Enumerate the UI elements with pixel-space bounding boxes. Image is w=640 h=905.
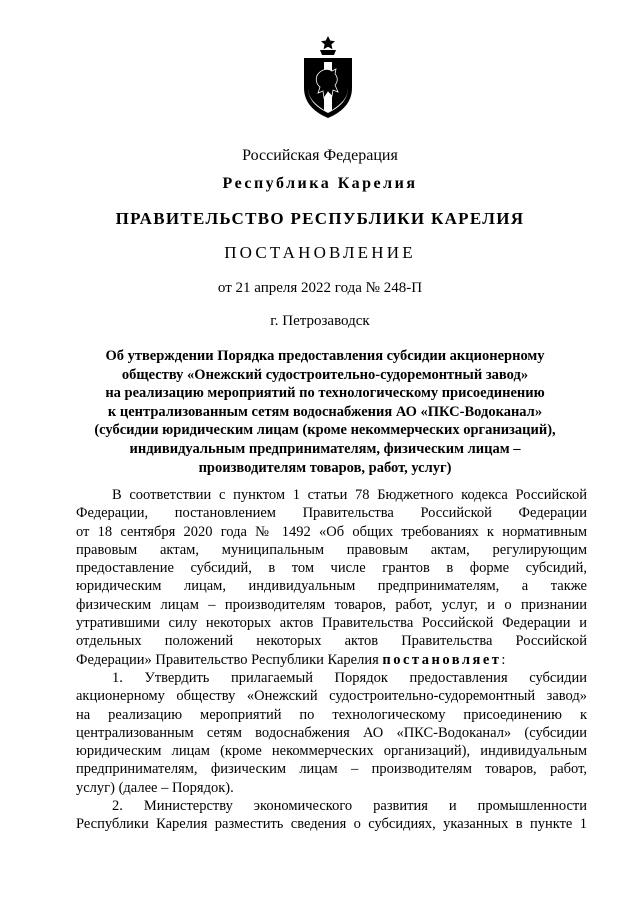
title-line: производителям товаров, работ, услуг)	[198, 459, 452, 476]
body-line: правовым актам, муниципальным правовым актам, регулирующим	[76, 541, 587, 558]
body-line: 2. Министерству экономического развития и промышленности	[112, 798, 587, 815]
title-line: обществу «Онежский судостроительно-судоремонтный завод»	[121, 366, 529, 383]
decree-word: постановляет	[382, 651, 502, 668]
document-body	[76, 486, 587, 834]
body-line: услуг) (далее – Порядок).	[76, 779, 234, 796]
country-name: Российская Федерация	[242, 147, 398, 164]
body-line: акционерному обществу «Онежский судостроительно-судоремонтный завод»	[76, 688, 587, 705]
body-line: предоставление субсидий, в том числе грантов в форме субсидий,	[76, 560, 587, 577]
city-name: г. Петрозаводск	[270, 313, 370, 329]
title-line: (субсидии юридическим лицам (кроме некоммерческих организаций),	[94, 422, 556, 439]
government-name: ПРАВИТЕЛЬСТВО РЕСПУБЛИКИ КАРЕЛИЯ	[115, 209, 525, 228]
body-line: от 18 сентября 2020 года № 1492 «Об общих требованиях к нормативным	[76, 523, 587, 540]
body-line: 1. Утвердить прилагаемый Порядок предоставления субсидии	[112, 669, 587, 686]
coat-of-arms-icon	[298, 36, 358, 120]
title-line: Об утверждении Порядка предоставления субсидии акционерному	[105, 348, 545, 364]
document-type: ПОСТАНОВЛЕНИЕ	[224, 243, 416, 262]
body-line: предпринимателям, физическим лицам – производителям товаров, работ,	[76, 761, 587, 778]
body-line: юридическим лицам (кроме некоммерческих организаций), индивидуальным	[76, 743, 587, 760]
body-line: на реализацию мероприятий по технологическому присоединению к	[76, 706, 587, 723]
date-and-number: от 21 апреля 2022 года № 248-П	[217, 280, 423, 296]
title-line: на реализацию мероприятий по технологическому присоединению	[105, 385, 545, 402]
body-line: отдельных положений некоторых актов Правительства Российской	[76, 633, 587, 650]
decree-suffix: :	[501, 651, 506, 668]
body-line: юридическим лицам, индивидуальным предпринимателям, а также	[76, 578, 587, 595]
body-line: физическим лицам – производителям товаров, работ, услуг, и о признании	[76, 596, 587, 613]
body-line: Федерации, постановлением Правительства Российской Федерации	[76, 505, 587, 522]
decree-prefix: Федерации» Правительство Республики Карелия	[76, 651, 383, 668]
title-line: к централизованным сетям водоснабжения АО «ПКС-Водоканал»	[107, 403, 543, 420]
body-line: В соответствии с пунктом 1 статьи 78 Бюджетного кодекса Российской	[112, 487, 587, 503]
body-line-decree	[76, 651, 587, 669]
body-line: централизованным сетям водоснабжения АО «ПКС-Водоканал» (субсидии	[76, 724, 587, 741]
body-line: Республики Карелия разместить сведения о субсидиях, указанных в пункте 1	[76, 816, 587, 833]
document-title	[60, 347, 590, 477]
title-line: индивидуальным предпринимателям, физическим лицам –	[129, 440, 521, 457]
republic-name: Республика Карелия	[222, 175, 418, 192]
body-line: утратившими силу некоторых актов Правительства Российской Федерации и	[76, 615, 587, 632]
